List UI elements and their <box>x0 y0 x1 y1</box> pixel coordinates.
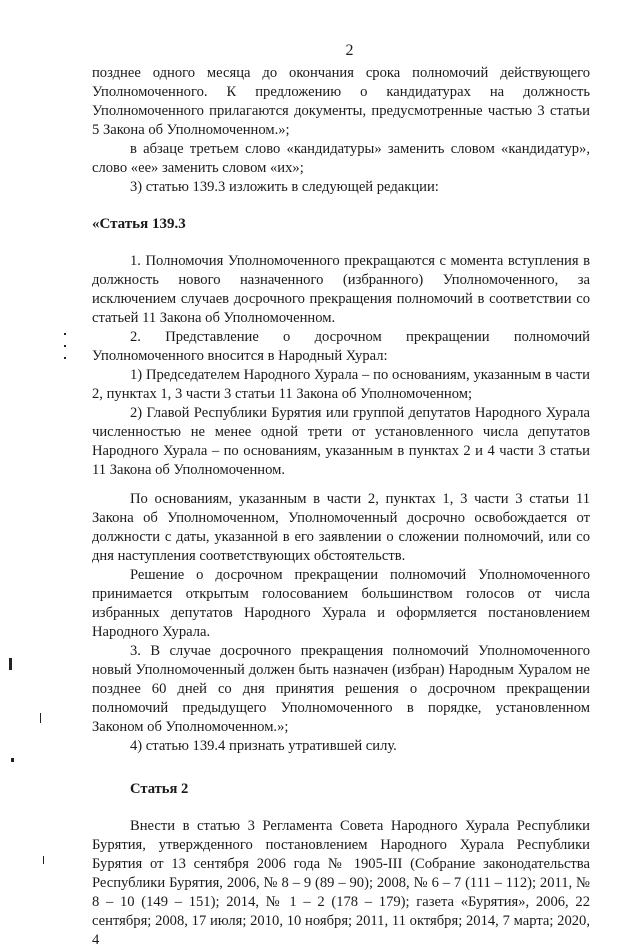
scan-artifact <box>64 333 66 335</box>
paragraph: позднее одного месяца до окончания срока полномочий действующего Уполномоченного. К предложению о кандидатурах на должность Уполномоченного прилагаются документы, предусмотренные частью 3 статьи 5 Закона об Уполномоченном.»; <box>92 65 590 138</box>
scan-artifact <box>64 357 66 359</box>
scan-artifact <box>11 758 14 762</box>
page-number: 2 <box>345 42 354 59</box>
scan-artifact <box>64 345 66 347</box>
paragraph: 4) статью 139.4 признать утратившей силу. <box>130 738 397 754</box>
scan-artifact <box>43 856 44 864</box>
paragraph: в абзаце третьем слово «кандидатуры» заменить словом «кандидатур», слово «ее» заменить словом «их»; <box>92 141 590 176</box>
paragraph: 2. Представление о досрочном прекращении полномочий Уполномоченного вносится в Народный Хурал: <box>92 329 590 364</box>
document-body <box>92 64 590 950</box>
article-title: «Статья 139.3 <box>92 216 186 232</box>
scan-artifact <box>40 713 41 723</box>
paragraph: 2) Главой Республики Бурятия или группой депутатов Народного Хурала численностью не менее одной трети от установленного числа депутатов Народного Хурала – по основаниям, указанным в пунктах 2 и 4 части 3 статьи 11 Закона об Уполномоченном. <box>92 405 590 478</box>
paragraph: 1) Председателем Народного Хурала – по основаниям, указанным в части 2, пунктах 1, 3 части 3 статьи 11 Закона об Уполномоченном; <box>92 367 590 402</box>
paragraph: 3. В случае досрочного прекращения полномочий Уполномоченного новый Уполномоченный должен быть назначен (избран) Народным Хуралом не позднее 60 дней со дня принятия решения о досрочном прекращении полномочий предыдущего Уполномоченного в порядке, установленном Законом об Уполномоченном.»; <box>92 643 590 735</box>
paragraph: Внести в статью 3 Регламента Совета Народного Хурала Республики Бурятия, утвержденного постановлением Народного Хурала Республики Бурятия от 13 сентября 2006 года № 1905-III (Собрание законодательства Республики Бурятия, 2006, № 8 – 9 (89 – 90); 2008, № 6 – 7 (111 – 112); 2011, № 8 – 10 (149 – 151); 2014, № 1 – 2 (178 – 179); газета «Бурятия», 2006, 22 сентября; 2008, 17 июля; 2010, 10 ноября; 2011, 11 октября; 2014, 7 марта; 2020, 4 <box>92 818 590 948</box>
scan-artifact <box>9 658 12 670</box>
article-heading: Статья 2 <box>130 781 189 797</box>
paragraph: 3) статью 139.3 изложить в следующей редакции: <box>130 179 439 195</box>
paragraph: Решение о досрочном прекращении полномочий Уполномоченного принимается открытым голосованием большинством голосов от числа избранных депутатов Народного Хурала и оформляется постановлением Народного Хурала. <box>92 567 590 640</box>
paragraph: По основаниям, указанным в части 2, пунктах 1, 3 части 3 статьи 11 Закона об Уполномоченном, Уполномоченный досрочно освобождается от должности с даты, указанной в его заявлении о сложении полномочий, или со дня наступления соответствующих обстоятельств. <box>92 491 590 564</box>
paragraph: 1. Полномочия Уполномоченного прекращаются с момента вступления в должность нового назначенного (избранного) Уполномоченного, за исключением случаев досрочного прекращения полномочий в соответствии со статьей 11 Закона об Уполномоченном. <box>92 253 590 326</box>
